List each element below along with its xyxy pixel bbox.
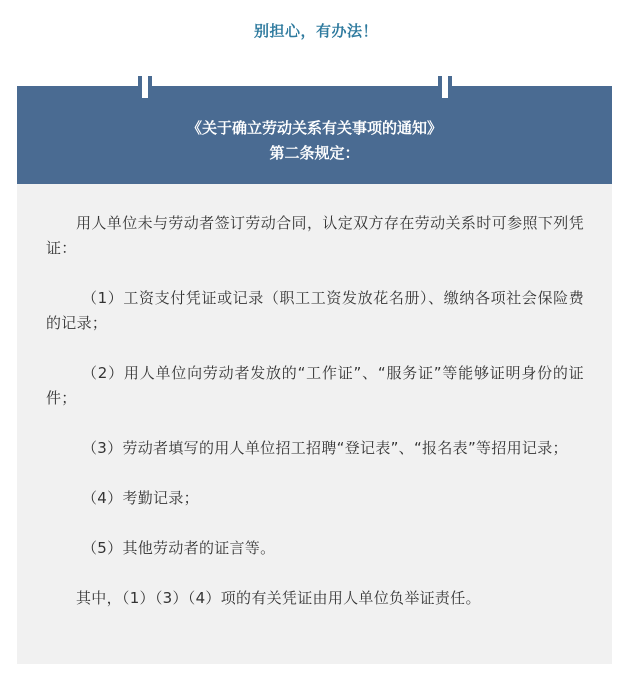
- evidence-item-5: （5）其他劳动者的证言等。: [82, 539, 276, 557]
- evidence-item-2: （2）用人单位向劳动者发放的“工作证”、“服务证”等能够证明身份的证件；: [46, 364, 584, 407]
- notice-subtitle: 第二条规定：: [269, 144, 360, 162]
- left-binder-clip-icon: [138, 76, 152, 105]
- intro-paragraph: 用人单位未与劳动者签订劳动合同，认定双方存在劳动关系时可参照下列凭证：: [46, 214, 584, 257]
- conclusion-paragraph: 其中，（1）（3）（4）项的有关凭证由用人单位负举证责任。: [76, 589, 481, 607]
- notice-title: 《关于确立劳动关系有关事项的通知》: [186, 119, 442, 137]
- tagline: 别担心，有办法！: [253, 22, 378, 40]
- evidence-item-3: （3）劳动者填写的用人单位招工招聘“登记表”、“报名表”等招用记录；: [82, 439, 568, 457]
- notice-header: [17, 86, 612, 184]
- evidence-item-4: （4）考勤记录；: [82, 489, 199, 507]
- evidence-item-1: （1）工资支付凭证或记录（职工工资发放花名册）、缴纳各项社会保险费的记录；: [46, 289, 584, 332]
- right-binder-clip-icon: [438, 76, 452, 105]
- notice-content: [17, 184, 612, 664]
